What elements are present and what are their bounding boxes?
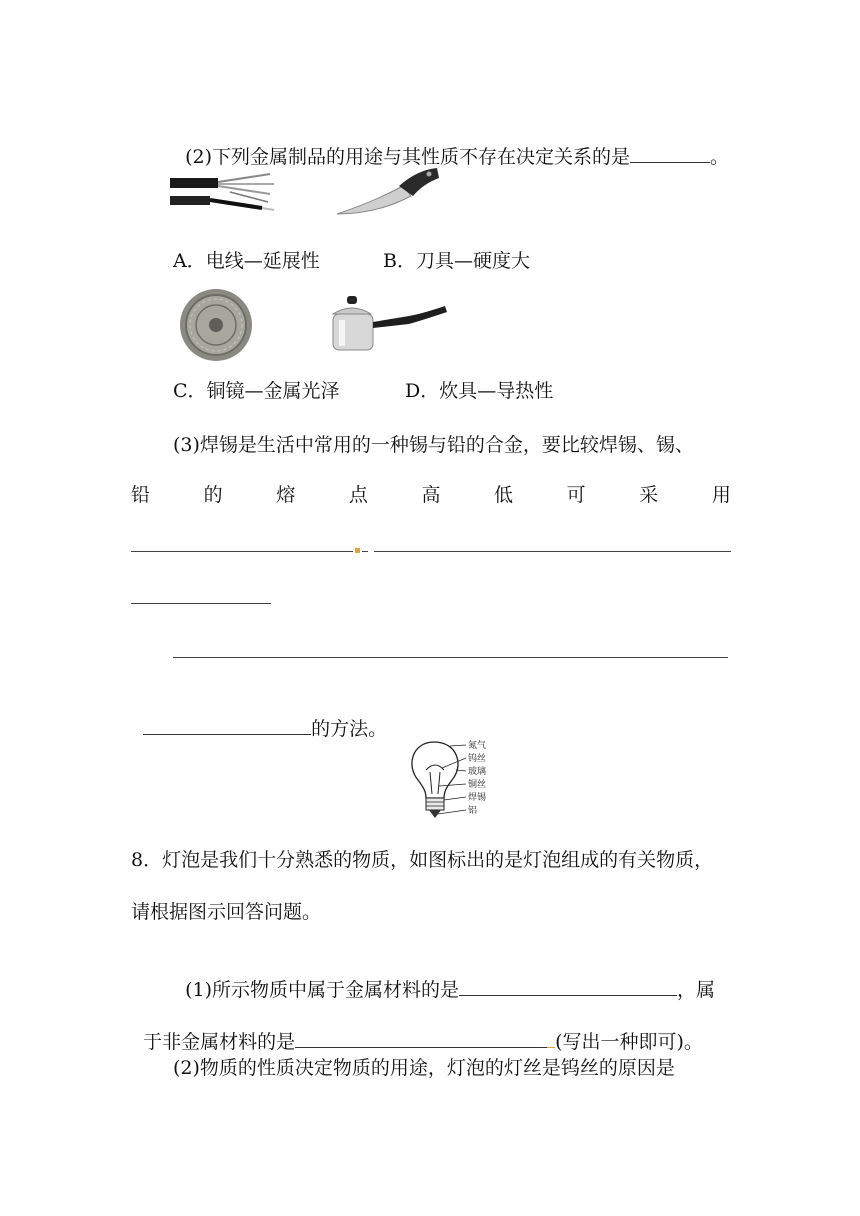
option-a: A．电线—延展性 bbox=[173, 250, 320, 272]
answer-blank[interactable] bbox=[173, 657, 728, 658]
answer-blank[interactable] bbox=[374, 551, 731, 552]
answer-blank[interactable] bbox=[459, 977, 677, 996]
marker-blank bbox=[547, 1029, 555, 1048]
answer-blank[interactable] bbox=[362, 551, 368, 552]
q7-part3-spread-line bbox=[131, 482, 731, 508]
label-solder: 焊锡 bbox=[468, 793, 487, 803]
label-copper-wire: 铜丝 bbox=[468, 780, 487, 790]
q8-part2: (2)物质的性质决定物质的用途，灯泡的灯丝是钨丝的原因是 bbox=[173, 1057, 675, 1079]
spread-char: 采 bbox=[639, 484, 659, 506]
label-nitrogen: 氮气 bbox=[468, 741, 487, 751]
electric-wire-image bbox=[170, 170, 280, 222]
light-bulb-diagram bbox=[402, 736, 502, 826]
spread-char: 高 bbox=[421, 484, 441, 506]
q7-part2-stem bbox=[173, 118, 729, 170]
q8-part1-a-text: (1)所示物质中属于金属材料的是 bbox=[185, 979, 460, 1001]
answer-blank[interactable] bbox=[131, 603, 271, 604]
q8-part1-a bbox=[173, 951, 715, 1003]
answer-blank[interactable] bbox=[295, 1029, 547, 1048]
marker-dot bbox=[355, 548, 360, 553]
cooking-pot-image bbox=[329, 292, 449, 362]
spread-char: 低 bbox=[494, 484, 514, 506]
q8-line2: 请根据图示回答问题。 bbox=[131, 901, 322, 923]
label-aluminum: 铝 bbox=[468, 806, 478, 816]
q8-part1-b-tail: (写出一种即可)。 bbox=[555, 1031, 703, 1053]
label-tungsten-wire: 钨丝 bbox=[468, 754, 487, 764]
q8-part1-a-tail: ，属 bbox=[677, 979, 716, 1001]
q7-part3-line1: (3)焊锡是生活中常用的一种锡与铅的合金，要比较焊锡、锡、 bbox=[173, 434, 694, 456]
label-glass: 玻璃 bbox=[468, 767, 487, 777]
spread-char: 的 bbox=[203, 484, 223, 506]
q7-part2-period: 。 bbox=[710, 146, 730, 168]
q7-part3-tail-line bbox=[131, 690, 387, 742]
q7-part2-stem-text: (2)下列金属制品的用途与其性质不存在决定关系的是 bbox=[185, 146, 631, 168]
answer-blank[interactable] bbox=[131, 551, 353, 552]
q8-part1-b bbox=[131, 1003, 703, 1055]
spread-char: 可 bbox=[566, 484, 586, 506]
q8-part1-b-text: 于非金属材料的是 bbox=[143, 1031, 296, 1053]
q8-line1: 8．灯泡是我们十分熟悉的物质，如图标出的是灯泡组成的有关物质， bbox=[131, 849, 714, 871]
spread-char: 熔 bbox=[276, 484, 296, 506]
option-c: C．铜镜—金属光泽 bbox=[173, 380, 340, 402]
answer-blank[interactable] bbox=[143, 716, 311, 735]
spread-char: 点 bbox=[348, 484, 368, 506]
spread-char: 铅 bbox=[131, 484, 151, 506]
option-b: B．刀具—硬度大 bbox=[383, 250, 530, 272]
bronze-mirror-image bbox=[178, 287, 254, 363]
spread-char: 用 bbox=[711, 484, 731, 506]
knife-image bbox=[333, 162, 443, 222]
answer-blank[interactable] bbox=[630, 144, 710, 163]
q7-part3-tail: 的方法。 bbox=[311, 718, 388, 740]
option-d: D．炊具—导热性 bbox=[405, 380, 554, 402]
